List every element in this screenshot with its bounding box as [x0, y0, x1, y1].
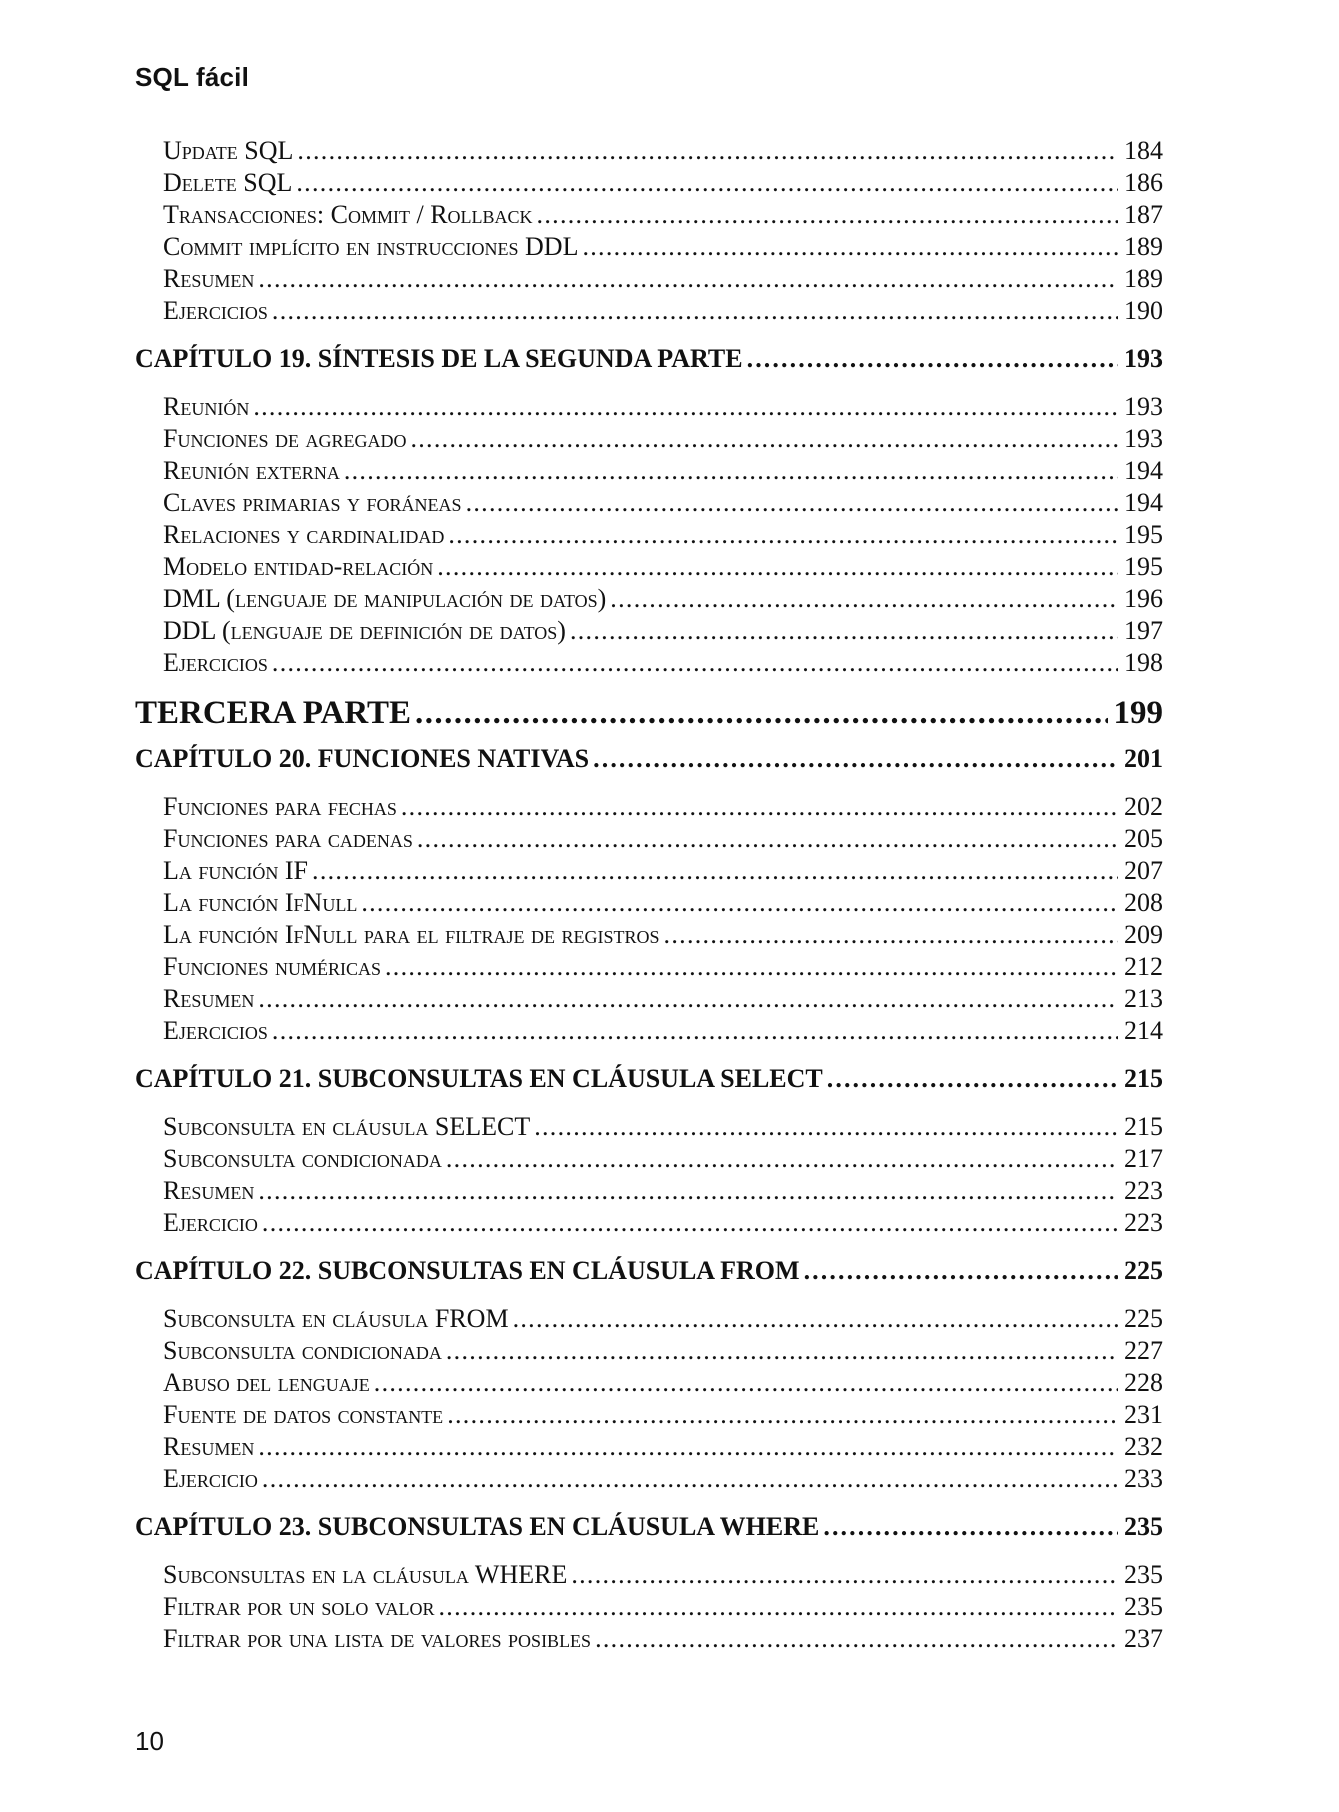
toc-entry-page: 193: [1124, 424, 1163, 453]
toc-entry-page: 208: [1124, 888, 1163, 917]
toc-section-entry: [163, 888, 1163, 918]
dot-leader: [448, 520, 1118, 550]
dot-leader: [534, 1112, 1118, 1142]
toc-section-entry: [163, 952, 1163, 982]
toc-chapter-entry: [135, 1064, 1163, 1094]
dot-leader: [296, 168, 1118, 198]
toc-entry-title: Resumen: [163, 1176, 255, 1205]
dot-leader: [804, 1256, 1118, 1286]
toc-chapter-entry: [135, 744, 1163, 774]
toc-entry-page: 201: [1124, 744, 1163, 773]
dot-leader: [747, 344, 1118, 374]
toc-entry-title: Subconsulta en cláusula SELECT: [163, 1112, 531, 1141]
dot-leader: [410, 424, 1118, 454]
toc-entry-title: CAPÍTULO 19. SÍNTESIS DE LA SEGUNDA PARTE: [135, 344, 743, 373]
toc-entry-page: 193: [1124, 344, 1163, 373]
toc-entry-title: Filtrar por un solo valor: [163, 1592, 435, 1621]
toc-entry-page: 189: [1124, 264, 1163, 293]
toc-section-entry: [163, 1400, 1163, 1430]
dot-leader: [437, 552, 1118, 582]
toc-entry-title: TERCERA PARTE: [135, 695, 412, 731]
toc-entry-title: La función IF: [163, 856, 309, 885]
dot-leader: [272, 296, 1118, 326]
toc-entry-page: 231: [1124, 1400, 1163, 1429]
dot-leader: [827, 1064, 1118, 1094]
toc-entry-page: 228: [1124, 1368, 1163, 1397]
toc-entry-title: Subconsulta condicionada: [163, 1144, 442, 1173]
toc-section-entry: [163, 1432, 1163, 1462]
dot-leader: [258, 1176, 1118, 1206]
dot-leader: [446, 1336, 1118, 1366]
toc-section-entry: [163, 824, 1163, 854]
toc-entry-page: 194: [1124, 488, 1163, 517]
toc-entry-title: Funciones para cadenas: [163, 824, 413, 853]
toc-entry-page: 198: [1124, 648, 1163, 677]
toc-section-entry: [163, 1624, 1163, 1654]
toc-section-entry: [163, 648, 1163, 678]
toc-entry-title: Filtrar por una lista de valores posibles: [163, 1624, 592, 1653]
running-header: SQL fácil: [135, 62, 250, 92]
toc-entry-title: Resumen: [163, 984, 255, 1013]
toc-entry-page: 207: [1124, 856, 1163, 885]
toc-section-entry: [163, 1208, 1163, 1238]
toc-entry-title: Ejercicio: [163, 1464, 258, 1493]
dot-leader: [374, 1368, 1118, 1398]
toc-section-entry: [163, 1144, 1163, 1174]
dot-leader: [593, 744, 1118, 774]
toc-section-entry: [163, 1016, 1163, 1046]
toc-section-entry: [163, 920, 1163, 950]
toc-section-entry: [163, 1592, 1163, 1622]
dot-leader: [664, 920, 1118, 950]
toc-entry-title: Transacciones: Commit / Rollback: [163, 200, 533, 229]
dot-leader: [272, 1016, 1118, 1046]
dot-leader: [385, 952, 1118, 982]
toc-section-entry: [163, 1176, 1163, 1206]
toc-entry-page: 199: [1113, 695, 1163, 731]
toc-entry-title: DML (lenguaje de manipulación de datos): [163, 584, 607, 613]
toc-section-entry: [163, 1336, 1163, 1366]
dot-leader: [447, 1400, 1118, 1430]
toc-entry-title: La función IfNull: [163, 888, 358, 917]
dot-leader: [417, 824, 1118, 854]
toc-entry-title: CAPÍTULO 23. SUBCONSULTAS EN CLÁUSULA WHERE: [135, 1512, 820, 1541]
toc-section-entry: [163, 856, 1163, 886]
toc-entry-page: 214: [1124, 1016, 1163, 1045]
toc-section-entry: [163, 792, 1163, 822]
toc-entry-page: 237: [1124, 1624, 1163, 1653]
toc-section-entry: [163, 520, 1163, 550]
toc-section-entry: [163, 456, 1163, 486]
dot-leader: [610, 584, 1118, 614]
dot-leader: [439, 1592, 1119, 1622]
dot-leader: [258, 264, 1118, 294]
toc-entry-page: 225: [1124, 1256, 1163, 1285]
toc-section-entry: [163, 552, 1163, 582]
toc-entry-title: Subconsulta condicionada: [163, 1336, 442, 1365]
dot-leader: [823, 1512, 1118, 1542]
toc-entry-title: CAPÍTULO 22. SUBCONSULTAS EN CLÁUSULA FROM: [135, 1256, 800, 1285]
toc-entry-page: 232: [1124, 1432, 1163, 1461]
toc-section-entry: [163, 200, 1163, 230]
toc-entry-title: CAPÍTULO 20. FUNCIONES NATIVAS: [135, 744, 590, 773]
toc-entry-title: La función IfNull para el filtraje de registros: [163, 920, 660, 949]
toc-section-entry: [163, 136, 1163, 166]
dot-leader: [253, 392, 1118, 422]
toc-chapter-entry: [135, 344, 1163, 374]
toc-section-entry: [163, 168, 1163, 198]
toc-entry-title: Reunión externa: [163, 456, 340, 485]
toc-entry-page: 193: [1124, 392, 1163, 421]
dot-leader: [595, 1624, 1118, 1654]
toc-entry-page: 223: [1124, 1208, 1163, 1237]
toc-entry-page: 227: [1124, 1336, 1163, 1365]
toc-section-entry: [163, 1464, 1163, 1494]
toc-section-entry: [163, 264, 1163, 294]
dot-leader: [537, 200, 1118, 230]
toc-entry-title: Resumen: [163, 264, 255, 293]
toc-entry-page: 197: [1124, 616, 1163, 645]
toc-section-entry: [163, 1304, 1163, 1334]
dot-leader: [262, 1208, 1118, 1238]
toc-entry-page: 184: [1124, 136, 1163, 165]
toc-entry-page: 195: [1124, 520, 1163, 549]
dot-leader: [312, 856, 1118, 886]
toc-entry-page: 235: [1124, 1512, 1163, 1541]
toc-entry-title: Claves primarias y foráneas: [163, 488, 462, 517]
toc-section-entry: [163, 296, 1163, 326]
toc-chapter-entry: [135, 1256, 1163, 1286]
toc-entry-title: Funciones numéricas: [163, 952, 381, 981]
toc-section-entry: [163, 424, 1163, 454]
toc-entry-page: 189: [1124, 232, 1163, 261]
toc-entry-title: Subconsulta en cláusula FROM: [163, 1304, 509, 1333]
dot-leader: [258, 984, 1118, 1014]
dot-leader: [297, 136, 1118, 166]
toc-entry-title: Resumen: [163, 1432, 255, 1461]
toc-chapter-entry: [135, 1512, 1163, 1542]
toc-entry-page: 205: [1124, 824, 1163, 853]
toc-entry-title: Ejercicios: [163, 1016, 268, 1045]
toc-entry-page: 217: [1124, 1144, 1163, 1173]
toc-entry-title: Ejercicios: [163, 296, 268, 325]
toc-entry-title: Reunión: [163, 392, 250, 421]
toc-entry-page: 215: [1124, 1064, 1163, 1093]
dot-leader: [446, 1144, 1118, 1174]
toc-section-entry: [163, 616, 1163, 646]
toc-entry-title: Relaciones y cardinalidad: [163, 520, 445, 549]
toc-entry-page: 186: [1124, 168, 1163, 197]
toc-entry-page: 213: [1124, 984, 1163, 1013]
dot-leader: [401, 792, 1118, 822]
toc-section-entry: [163, 1560, 1163, 1590]
toc-entry-title: DDL (lenguaje de definición de datos): [163, 616, 566, 645]
dot-leader: [466, 488, 1118, 518]
toc-section-entry: [163, 584, 1163, 614]
toc-entry-page: 190: [1124, 296, 1163, 325]
toc-entry-title: Funciones para fechas: [163, 792, 397, 821]
toc-section-entry: [163, 984, 1163, 1014]
dot-leader: [582, 232, 1118, 262]
dot-leader: [344, 456, 1118, 486]
toc-entry-page: 196: [1124, 584, 1163, 613]
dot-leader: [272, 648, 1118, 678]
toc-entry-title: Update SQL: [163, 136, 294, 165]
toc-entry-page: 212: [1124, 952, 1163, 981]
toc-entry-title: CAPÍTULO 21. SUBCONSULTAS EN CLÁUSULA SELECT: [135, 1064, 823, 1093]
toc-entry-title: Commit implícito en instrucciones DDL: [163, 232, 579, 261]
toc-entry-page: 194: [1124, 456, 1163, 485]
toc-entry-page: 225: [1124, 1304, 1163, 1333]
page-number: 10: [135, 1726, 164, 1756]
toc-section-entry: [163, 392, 1163, 422]
toc-section-entry: [163, 488, 1163, 518]
dot-leader: [415, 695, 1107, 732]
dot-leader: [262, 1464, 1118, 1494]
toc-part-entry: [135, 695, 1163, 732]
dot-leader: [571, 1560, 1118, 1590]
dot-leader: [258, 1432, 1118, 1462]
dot-leader: [361, 888, 1118, 918]
toc-entry-page: 195: [1124, 552, 1163, 581]
toc-entry-page: 215: [1124, 1112, 1163, 1141]
toc-entry-page: 235: [1124, 1592, 1163, 1621]
toc-entry-title: Delete SQL: [163, 168, 293, 197]
toc-entry-title: Ejercicios: [163, 648, 268, 677]
toc-entry-page: 209: [1124, 920, 1163, 949]
toc-section-entry: [163, 232, 1163, 262]
toc-entry-title: Modelo entidad-relación: [163, 552, 434, 581]
toc-entry-title: Funciones de agregado: [163, 424, 407, 453]
toc-entry-page: 235: [1124, 1560, 1163, 1589]
toc-entry-page: 187: [1124, 200, 1163, 229]
toc-entry-page: 223: [1124, 1176, 1163, 1205]
toc-section-entry: [163, 1368, 1163, 1398]
toc-entry-title: Subconsultas en la cláusula WHERE: [163, 1560, 568, 1589]
toc-entry-page: 233: [1124, 1464, 1163, 1493]
dot-leader: [513, 1304, 1118, 1334]
toc-entry-title: Fuente de datos constante: [163, 1400, 444, 1429]
toc-section-entry: [163, 1112, 1163, 1142]
toc-entry-title: Abuso del lenguaje: [163, 1368, 370, 1397]
toc-entry-page: 202: [1124, 792, 1163, 821]
dot-leader: [570, 616, 1118, 646]
toc-entry-title: Ejercicio: [163, 1208, 258, 1237]
